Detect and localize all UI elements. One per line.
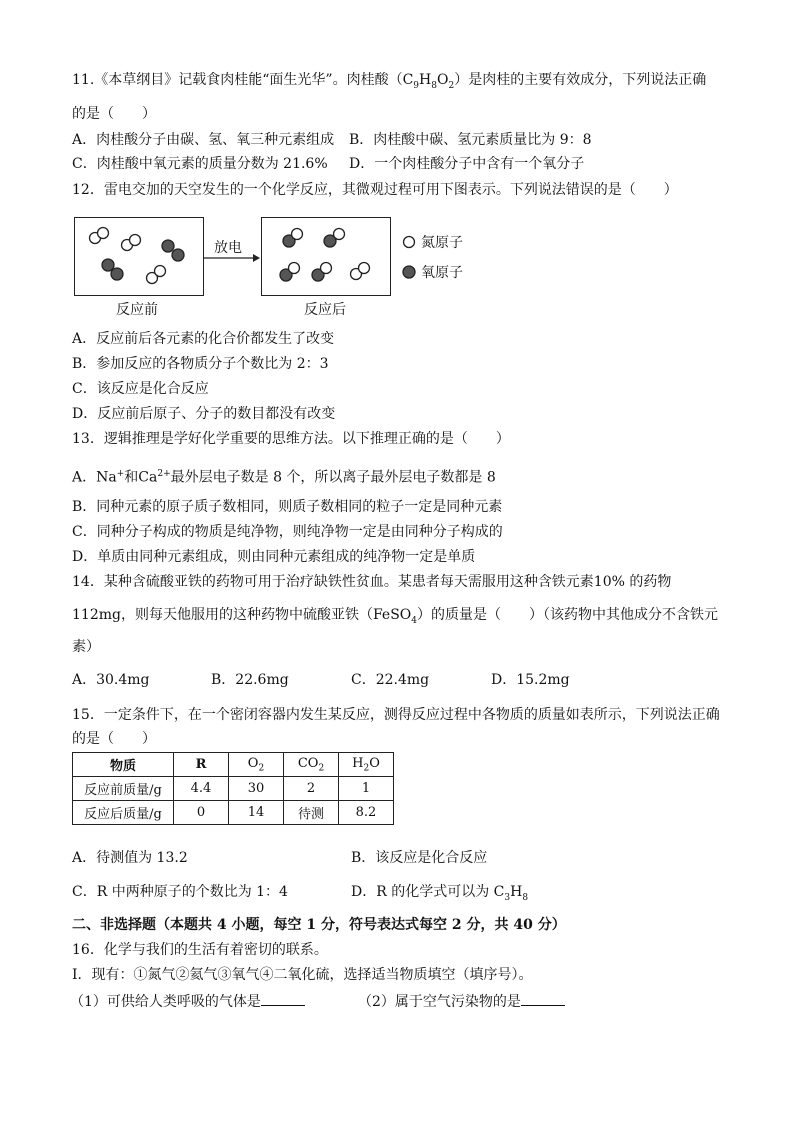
q14-option-a: A．30.4mg <box>72 672 150 688</box>
q12-option-b: B．参加反应的各物质分子个数比为 2：3 <box>72 356 329 372</box>
q11-option-c: C．肉桂酸中氧元素的质量分数为 21.6% <box>72 156 328 172</box>
section-heading: 二、非选择题（本题共 4 小题，每空 1 分，符号表达式每空 2 分，共 40 分） <box>72 917 566 933</box>
q15-option-d: D．R 的化学式可以为 $C_3H_8$ <box>351 884 529 903</box>
after-label: 反应后 <box>304 302 346 318</box>
q12-option-a: A．反应前后各元素的化合价都发生了改变 <box>72 331 335 347</box>
nitrogen-molecule <box>351 263 370 280</box>
q11-stem-line2: 的是（ ） <box>72 106 156 122</box>
q15-option-a: A．待测值为 13.2 <box>72 850 188 866</box>
q16-stem: 16．化学与我们的生活有着密切的联系。 <box>72 942 328 958</box>
nitrogen-molecule <box>147 266 166 284</box>
nitrogen-molecule <box>122 235 141 251</box>
q13-option-c: C．同种分子构成的物质是纯净物，则纯净物一定是由同种分子构成的 <box>72 524 503 540</box>
legend-nitrogen-label: 氮原子 <box>421 235 463 251</box>
table-cell: 1 <box>339 777 394 801</box>
table-cell: 14 <box>229 801 284 825</box>
table-row <box>73 777 394 801</box>
q11-option-d: D．一个肉桂酸分子中含有一个氧分子 <box>349 156 585 172</box>
q16-part1: （1）可供给人类呼吸的气体是 <box>70 991 305 1012</box>
table-header-cell: $H_2O$ <box>339 753 394 777</box>
q12-option-d: D．反应前后原子、分子的数目都没有改变 <box>72 406 336 422</box>
q14-stem-line3: 素） <box>72 639 100 655</box>
q11-option-b: B．肉桂酸中碳、氢元素质量比为 9：8 <box>349 132 592 148</box>
before-molecules <box>75 218 203 295</box>
table-header-cell: 物质 <box>73 753 174 777</box>
q15-stem-line2: 的是（ ） <box>72 731 156 747</box>
q15-option-b: B．该反应是化合反应 <box>351 850 488 866</box>
answer-blank[interactable] <box>261 991 305 1006</box>
q14-option-b: B．22.6mg <box>211 672 289 688</box>
table-cell: 反应前质量/g <box>73 777 174 801</box>
reaction-arrow-icon <box>203 252 261 264</box>
nitric-oxide-molecule <box>324 229 345 248</box>
nitric-oxide-molecule <box>312 263 332 282</box>
cinnamic-acid-formula: $C_9H_8O_2$ <box>402 72 455 91</box>
before-label: 反应前 <box>116 302 158 318</box>
arrow-label: 放电 <box>214 240 242 256</box>
q13-option-d: D．单质由同种元素组成，则由同种元素组成的纯净物一定是单质 <box>72 549 476 565</box>
nitrogen-atom-legend-icon <box>402 235 416 249</box>
q14-stem-line1: 14．某种含硫酸亚铁的药物可用于治疗缺铁性贫血。某患者每天需服用这种含铁元素10% 的药物 <box>72 574 672 590</box>
table-cell: 2 <box>284 777 339 801</box>
after-molecules <box>262 218 390 295</box>
q14-option-d: D．15.2mg <box>491 672 570 688</box>
table-header-cell: $O_2$ <box>229 753 284 777</box>
q11-option-a: A．肉桂酸分子由碳、氢、氧三种元素组成 <box>72 132 335 148</box>
q11-stem-line1: 11.《本草纲目》记载食肉桂能“面生光华”。肉桂酸$(C_9H_8O_2)$是肉桂的主要有效成分，下列说法正确 <box>72 72 707 91</box>
nitrogen-molecule <box>90 228 109 244</box>
q13-option-b: B．同种元素的原子质子数相同，则质子数相同的粒子一定是同种元素 <box>72 499 503 515</box>
oxygen-molecule <box>102 259 123 280</box>
before-reaction-box <box>74 217 204 296</box>
q14-option-c: C．22.4mg <box>351 672 430 688</box>
nitric-oxide-molecule <box>283 229 303 248</box>
nitric-oxide-molecule <box>280 263 300 282</box>
oxygen-molecule <box>162 240 184 261</box>
table-cell: 0 <box>174 801 229 825</box>
q12-stem: 12．雷电交加的天空发生的一个化学反应，其微观过程可用下图表示。下列说法错误的是（ ） <box>72 182 678 198</box>
q15-stem-line1: 15．一定条件下，在一个密闭容器内发生某反应，测得反应过程中各物质的质量如表所示，下列说法正确 <box>72 707 720 723</box>
q12-option-c: C．该反应是化合反应 <box>72 381 209 397</box>
table-header-cell: $CO_2$ <box>284 753 339 777</box>
q13-stem: 13．逻辑推理是学好化学重要的思维方法。以下推理正确的是（ ） <box>72 431 510 447</box>
table-cell: 反应后质量/g <box>73 801 174 825</box>
table-header-cell: R <box>174 753 229 777</box>
answer-blank[interactable] <box>521 991 565 1006</box>
table-header-row <box>73 753 394 777</box>
table-cell: 8.2 <box>339 801 394 825</box>
legend-oxygen-label: 氧原子 <box>421 265 463 281</box>
table-cell: 待测 <box>284 801 339 825</box>
table-cell: 4.4 <box>174 777 229 801</box>
table-cell: 30 <box>229 777 284 801</box>
q16-intro: I．现有：①氮气②氦气③氧气④二氧化硫，选择适当物质填空（填序号）。 <box>72 967 533 983</box>
q14-stem-line2: 112mg，则每天他服用的这种药物中硫酸亚铁（FeSO$_4$）的质量是（ ）（该药物中其他成分不含铁元 <box>72 607 719 626</box>
table-row <box>73 801 394 825</box>
mass-data-table <box>72 752 394 825</box>
q16-part2: （2）属于空气污染物的是 <box>358 991 565 1012</box>
q13-option-a: A．Na+和$Ca^{2+}$最外层电子数是 8 个，所以离子最外层电子数都是 8 <box>72 469 496 486</box>
after-reaction-box <box>261 217 391 296</box>
oxygen-atom-legend-icon <box>402 265 416 279</box>
q15-option-c: C．R 中两种原子的个数比为 1：4 <box>72 884 288 900</box>
